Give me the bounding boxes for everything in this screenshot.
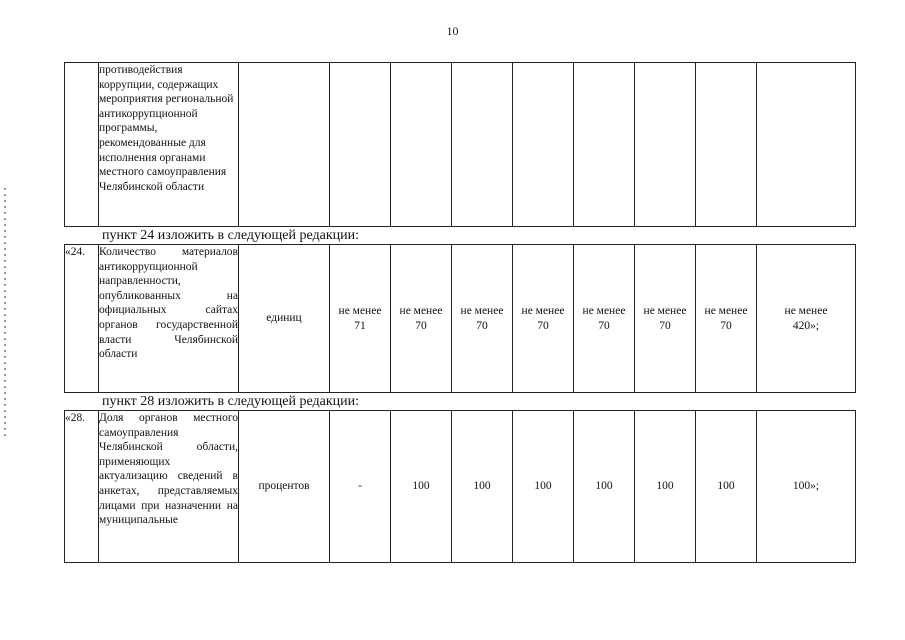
table-row xyxy=(65,63,856,227)
unit-cell xyxy=(239,63,330,227)
value-text: не менее 420»; xyxy=(784,304,828,332)
value-cell xyxy=(635,245,696,393)
page-number: 10 xyxy=(446,24,459,38)
value-text: не менее 70 xyxy=(704,304,748,332)
value-cell xyxy=(574,245,635,393)
value-cell: 100 xyxy=(452,411,513,563)
value-cell: 100 xyxy=(574,411,635,563)
value-cell xyxy=(391,245,452,393)
table-row-28 xyxy=(64,410,856,563)
value-cell: - xyxy=(330,411,391,563)
value-text: не менее 70 xyxy=(643,304,687,332)
indicator-name: Количество материалов антикоррупционной направленности, опубликованных на официальных сайтах органов государственной власти Челябинской области xyxy=(99,245,239,393)
value-cell: 100»; xyxy=(757,411,856,563)
value-cell xyxy=(696,245,757,393)
value-cell xyxy=(696,63,757,227)
binding-margin-marks xyxy=(4,188,6,438)
value-cell xyxy=(635,63,696,227)
indicator-name: Доля органов местного самоуправления Челябинской области, применяющих актуализацию сведений в анкетах, представляемых лицами при назначении на муниципальные xyxy=(99,411,239,563)
value-cell xyxy=(330,63,391,227)
value-cell: 100 xyxy=(696,411,757,563)
value-cell: 100 xyxy=(635,411,696,563)
value-text: не менее 70 xyxy=(582,304,626,332)
value-text: не менее 70 xyxy=(399,304,443,332)
value-cell: 100 xyxy=(391,411,452,563)
row-number: «24. xyxy=(65,245,99,393)
row-number: «28. xyxy=(65,411,99,563)
value-cell xyxy=(330,245,391,393)
table-row-24 xyxy=(64,244,856,393)
value-cell xyxy=(452,245,513,393)
value-cell xyxy=(391,63,452,227)
value-cell xyxy=(452,63,513,227)
value-text: не менее 70 xyxy=(521,304,565,332)
value-cell xyxy=(513,63,574,227)
amendment-heading-24: пункт 24 изложить в следующей редакции: xyxy=(102,228,359,243)
value-cell xyxy=(757,63,856,227)
unit-cell: процентов xyxy=(239,411,330,563)
indicator-name: противодействия коррупции, содержащих мероприятия региональной антикоррупционной программы, рекомендованные для исполнения органами местного самоуправления Челябинской области xyxy=(99,64,234,193)
amendment-heading-28: пункт 28 изложить в следующей редакции: xyxy=(102,394,359,409)
table-row xyxy=(65,411,856,563)
unit-cell: единиц xyxy=(239,245,330,393)
indicator-name-cell xyxy=(99,63,239,227)
value-text: не менее 71 xyxy=(338,304,382,332)
value-cell: 100 xyxy=(513,411,574,563)
table-row xyxy=(65,245,856,393)
value-cell xyxy=(574,63,635,227)
value-cell xyxy=(513,245,574,393)
value-text: не менее 70 xyxy=(460,304,504,332)
value-cell xyxy=(757,245,856,393)
table-continuation xyxy=(64,62,856,227)
number-cell xyxy=(65,63,99,227)
